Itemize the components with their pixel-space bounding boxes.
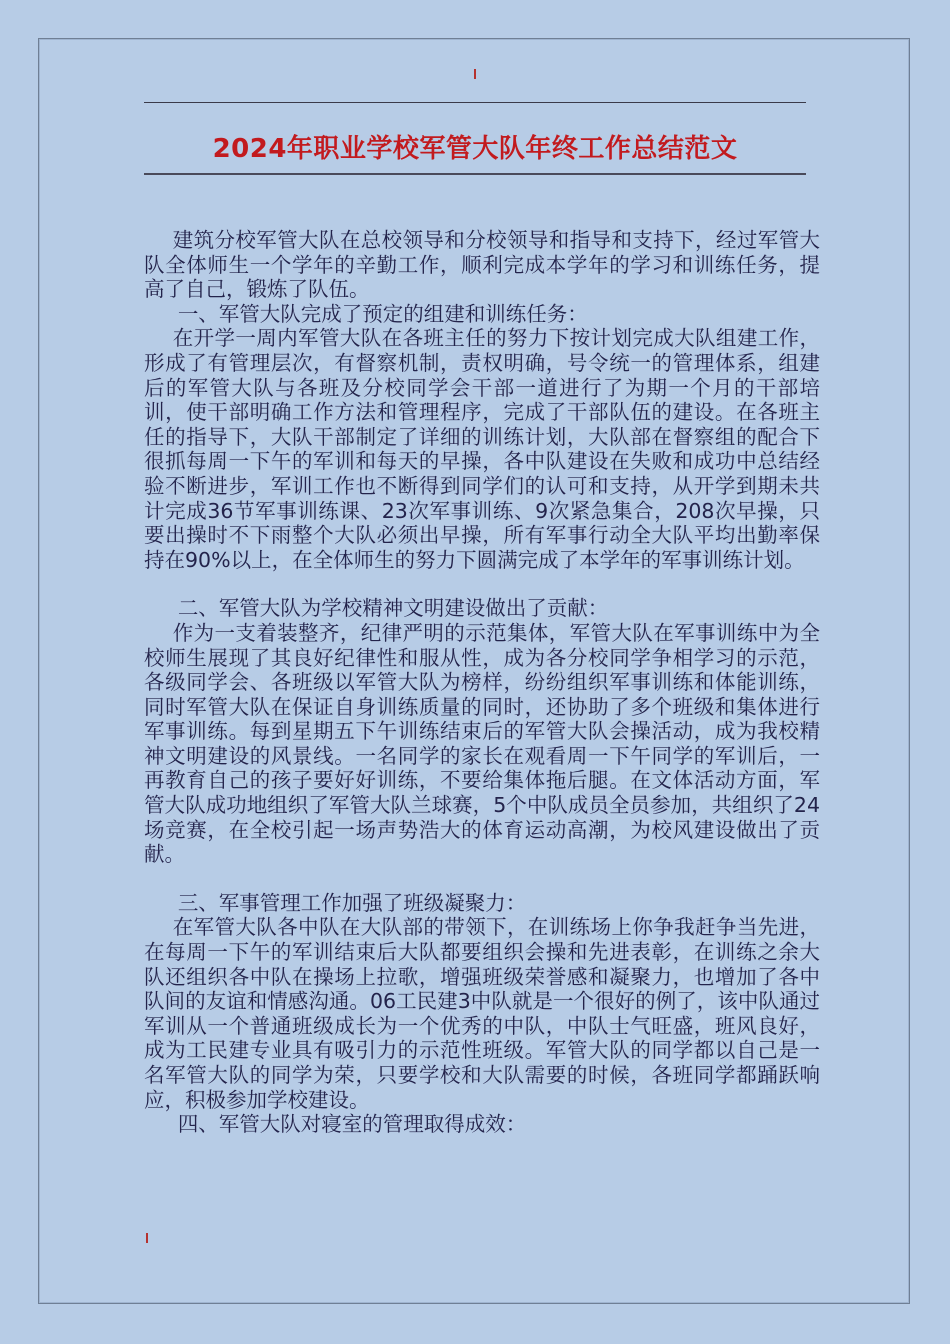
- section-paragraph-2: 作为一支着装整齐，纪律严明的示范集体，军管大队在军事训练中为全校师生展现了其良好纪律性和服从性，成为各分校同学争相学习的示范，各级同学会、各班级以军管大队为榜样，纷纷组织军事训练和体能训练，同时军管大队在保证自身训练质量的同时，还协助了多个班级和集体进行军事训练。每到星期五下午训练结束后的军管大队会操活动，成为我校精神文明建设的风景线。一名同学的家长在观看周一下午同学的军训后，一再教育自己的孩子要好好训练，不要给集体拖后腿。在文体活动方面，军管大队成功地组织了军管大队兰球赛，5个中队成员全员参加，共组织了24场竞赛，在全校引起一场声势浩大的体育运动高潮，为校风建设做出了贡献。: [144, 620, 820, 867]
- section-heading-2: 二、军管大队为学校精神文明建设做出了贡献：: [177, 596, 609, 621]
- section-paragraph-3: 在军管大队各中队在大队部的带领下，在训练场上你争我赶争当先进，在每周一下午的军训结束后大队都要组织会操和先进表彰，在训练之余大队还组织各中队在操场上拉歌，增强班级荣誉感和凝聚力，也增加了各中队间的友谊和情感沟通。06工民建3中队就是一个很好的例了，该中队通过军训从一个普通班级成长为一个优秀的中队，中队士气旺盛，班风良好，成为工民建专业具有吸引力的示范性班级。军管大队的同学都以自己是一名军管大队的同学为荣，只要学校和大队需要的时候，各班同学都踊跃响应，积极参加学校建设。: [144, 915, 820, 1112]
- paragraph-gap: [144, 572, 820, 596]
- intro-paragraph: 建筑分校军管大队在总校领导和分校领导和指导和支持下，经过军管大队全体师生一个学年的辛勤工作，顺利完成本学年的学习和训练任务，提高了自己，锻炼了队伍。: [144, 228, 820, 302]
- title-underline: [144, 173, 806, 175]
- header-mark: [474, 69, 476, 79]
- paragraph-gap: [144, 867, 820, 891]
- section-heading-3: 三、军事管理工作加强了班级凝聚力：: [177, 890, 527, 915]
- section-paragraph-1: 在开学一周内军管大队在各班主任的努力下按计划完成大队组建工作，形成了有管理层次，有督察机制，责权明确，号令统一的管理体系，组建后的军管大队与各班及分校同学会干部一道进行了为期一个月的干部培训，使干部明确工作方法和管理程序，完成了干部队伍的建设。在各班主任的指导下，大队干部制定了详细的训练计划，大队部在督察组的配合下很抓每周一下午的军训和每天的早操，各中队建设在失败和成功中总结经验不断进步，军训工作也不断得到同学们的认可和支持，从开学到期未共计完成36节军事训练课、23次军事训练、9次紧急集合，208次早操，只要出操时不下雨整个大队必须出早操，所有军事行动全大队平均出勤率保持在90%以上，在全体师生的努力下圆满完成了本学年的军事训练计划。: [144, 326, 820, 572]
- header-rule: [144, 102, 806, 103]
- section-heading-4: 四、军管大队对寝室的管理取得成效：: [177, 1112, 527, 1137]
- document-title: 2024年职业学校军管大队年终工作总结范文: [212, 134, 738, 164]
- document-body: [144, 228, 820, 1137]
- section-heading-1: 一、军管大队完成了预定的组建和训练任务：: [177, 301, 588, 326]
- footer-mark: [146, 1233, 148, 1243]
